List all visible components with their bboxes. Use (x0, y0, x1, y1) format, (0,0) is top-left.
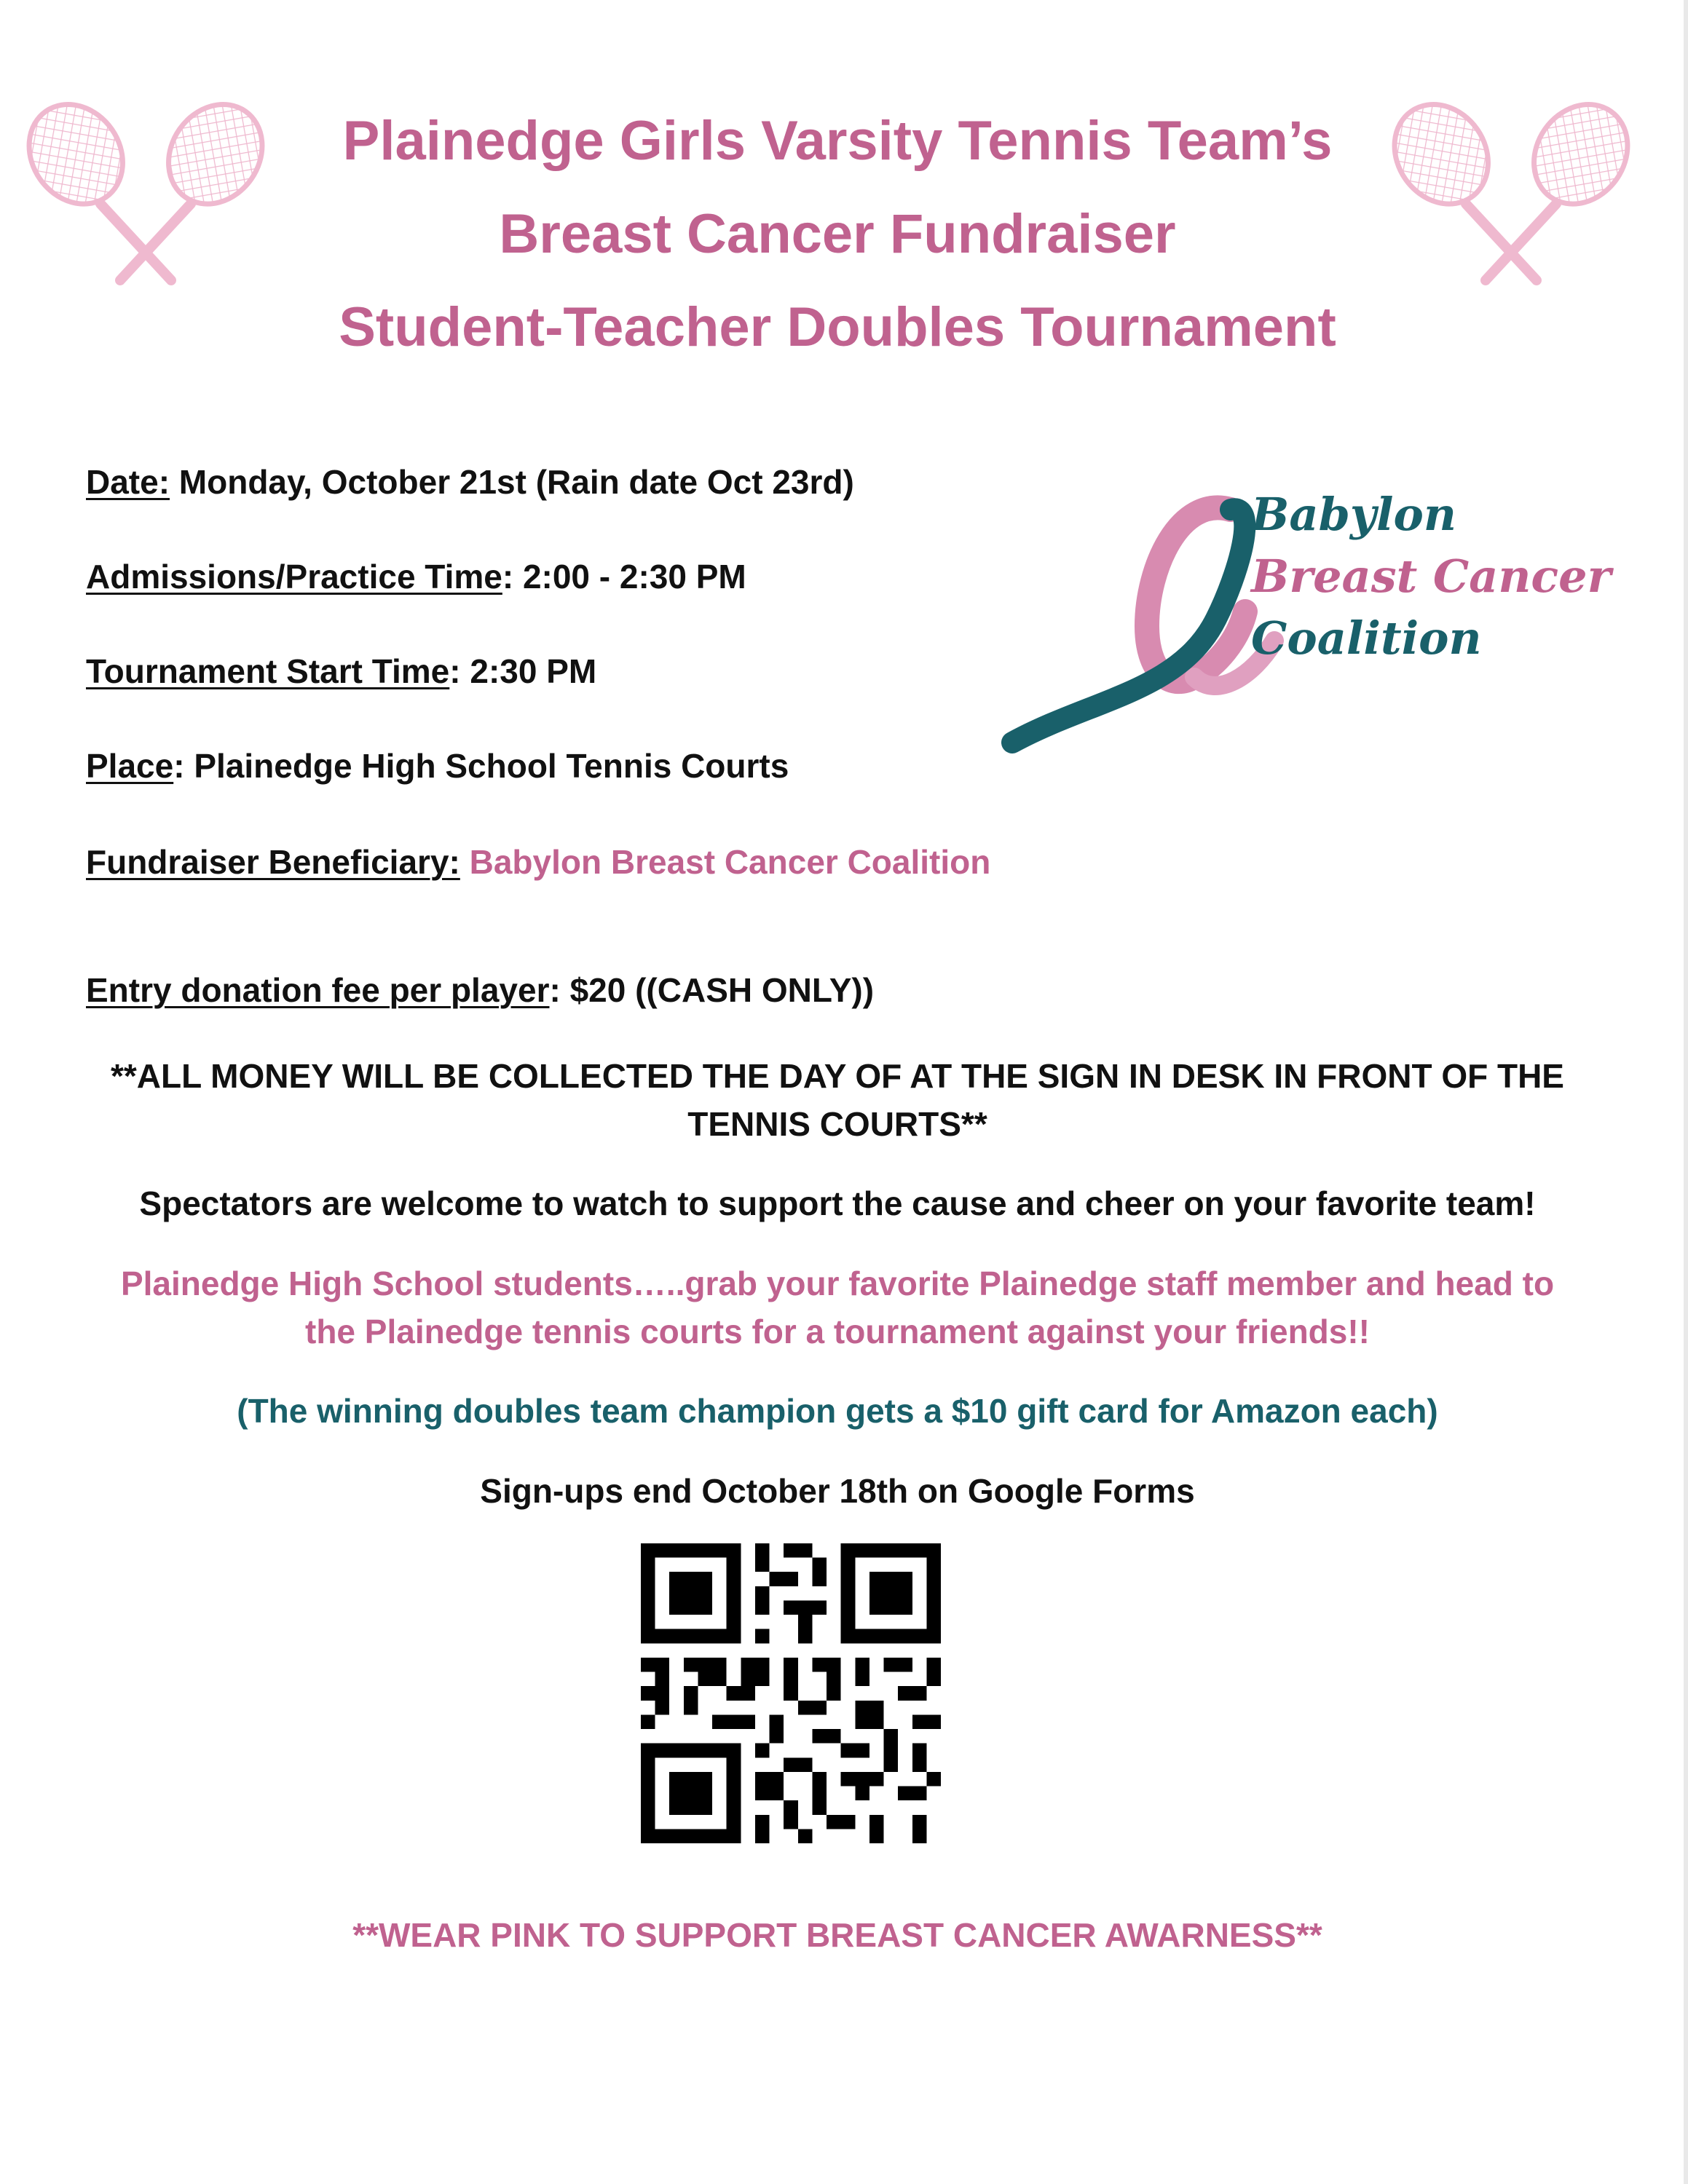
students-notice-line-2: the Plainedge tennis courts for a tournament against your friends!! (305, 1313, 1370, 1350)
qr-code[interactable] (641, 1543, 941, 1843)
wear-pink-notice: **WEAR PINK TO SUPPORT BREAST CANCER AWARNESS** (352, 1916, 1322, 1954)
start-time-value: : 2:30 PM (449, 652, 597, 690)
place-label: Place (86, 747, 174, 785)
students-notice-line-1: Plainedge High School students…..grab your favorite Plainedge staff member and head to (120, 1265, 1555, 1302)
fee-row (86, 970, 874, 1010)
money-notice (44, 1052, 1631, 1148)
place-row (86, 746, 789, 786)
logo-line-1: Babylon (1251, 488, 1456, 541)
beneficiary-value: Babylon Breast Cancer Coalition (460, 843, 991, 881)
start-time-row (86, 652, 596, 691)
logo-line-3: Coalition (1251, 612, 1482, 665)
fee-value: : $20 ((CASH ONLY)) (549, 971, 875, 1009)
title-line-1: Plainedge Girls Varsity Tennis Team’s (342, 110, 1333, 172)
admissions-label: Admissions/Practice Time (86, 558, 502, 596)
start-time-label: Tournament Start Time (86, 652, 450, 690)
fee-label: Entry donation fee per player (86, 971, 550, 1009)
beneficiary-row (86, 842, 990, 882)
money-notice-line-1: **ALL MONEY WILL BE COLLECTED THE DAY OF AT THE SIGN IN DESK IN FRONT OF THE (111, 1057, 1564, 1095)
prize-notice: (The winning doubles team champion gets a $10 gift card for Amazon each) (237, 1392, 1438, 1430)
title-line-2: Breast Cancer Fundraiser (499, 203, 1176, 265)
money-notice-line-2: TENNIS COURTS** (687, 1105, 987, 1143)
title-line-3: Student-Teacher Doubles Tournament (339, 296, 1336, 358)
signup-notice: Sign-ups end October 18th on Google Forms (480, 1472, 1195, 1510)
place-value: : Plainedge High School Tennis Courts (173, 747, 789, 785)
flyer-title (0, 95, 1675, 374)
date-value: Monday, October 21st (Rain date Oct 23rd) (170, 463, 854, 501)
logo-line-2: Breast Cancer (1251, 550, 1612, 603)
page-edge (1684, 0, 1688, 2184)
admissions-value: : 2:00 - 2:30 PM (502, 558, 746, 596)
admissions-row (86, 557, 746, 596)
date-row (86, 462, 854, 502)
students-notice (44, 1259, 1631, 1356)
spectators-notice: Spectators are welcome to watch to support the cause and cheer on your favorite team! (139, 1184, 1536, 1222)
beneficiary-label: Fundraiser Beneficiary: (86, 843, 460, 881)
date-label: Date: (86, 463, 170, 501)
